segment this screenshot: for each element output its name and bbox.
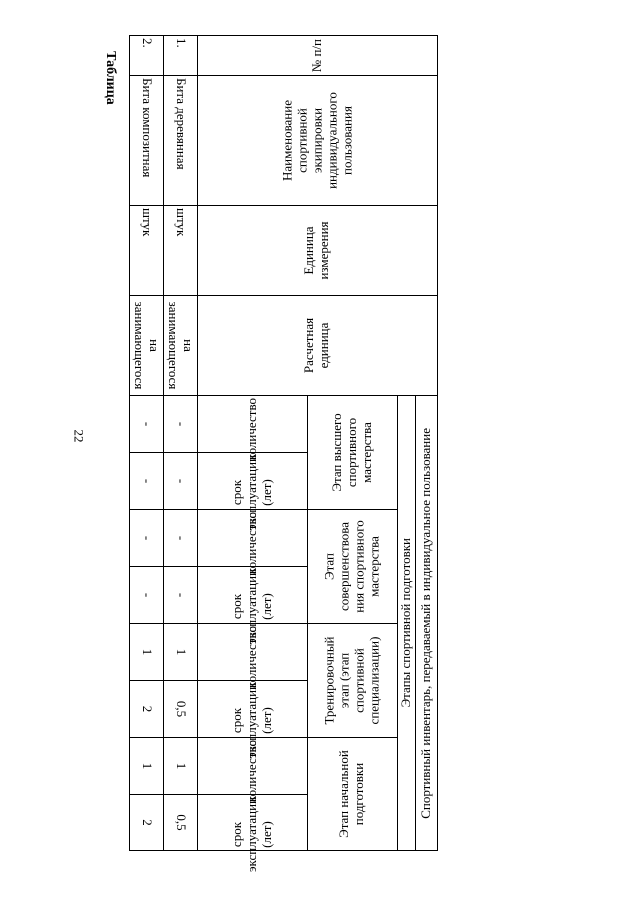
header-num: № п/п <box>198 36 438 76</box>
row-value: - <box>164 510 198 567</box>
equipment-table <box>129 35 438 873</box>
row-value: 1 <box>130 738 164 795</box>
header-unit: Единица измерения <box>198 206 438 296</box>
row-value: - <box>130 567 164 624</box>
row-value: 0,5 <box>164 681 198 738</box>
table-label: Таблица <box>103 51 118 105</box>
row-value: - <box>130 510 164 567</box>
row-num: 2. <box>130 36 164 76</box>
row-value: - <box>164 453 198 510</box>
row-value: 1 <box>164 738 198 795</box>
header-stage-3: Этап совершенствова ния спортивного мастерства <box>308 510 398 624</box>
row-name: Бита деревянная <box>164 76 198 206</box>
row-value: - <box>130 396 164 453</box>
header-stages-group: Этапы спортивной подготовки <box>398 396 416 851</box>
header-qty: количество <box>198 396 308 453</box>
row-calc: на занимающегося <box>130 296 164 396</box>
header-stage-4: Этап высшего спортивного мастерства <box>308 396 398 510</box>
row-unit: штук <box>130 206 164 296</box>
header-term: срок эксплуатации (лет) <box>198 453 308 510</box>
row-unit: штук <box>164 206 198 296</box>
page-number: 22 <box>71 429 87 443</box>
header-name: Наименование спортивной экипировки индивидуального пользования <box>198 76 438 206</box>
row-num: 1. <box>164 36 198 76</box>
row-value: 2 <box>130 681 164 738</box>
header-qty: количество <box>198 738 308 795</box>
header-calc: Расчетная единица <box>198 296 438 396</box>
header-qty: количество <box>198 624 308 681</box>
row-value: - <box>130 453 164 510</box>
rotated-table-frame <box>132 35 438 873</box>
header-qty: количество <box>198 510 308 567</box>
table-container <box>132 35 438 873</box>
row-value: 1 <box>130 624 164 681</box>
row-value: 1 <box>164 624 198 681</box>
header-stage-2: Тренировочный этап (этап спортивной специализации) <box>308 624 398 738</box>
row-name: Бита композитная <box>130 76 164 206</box>
row-value: - <box>164 567 198 624</box>
table-row <box>164 36 198 851</box>
row-value: 2 <box>130 795 164 851</box>
header-term: срок эксплуатации (лет) <box>198 567 308 624</box>
row-value: - <box>164 396 198 453</box>
header-term: срок эксплуатации (лет) <box>198 681 308 738</box>
row-calc: на занимающегося <box>164 296 198 396</box>
header-stage-1: Этап начальной подготовки <box>308 738 398 851</box>
table-row <box>130 36 164 851</box>
row-value: 0,5 <box>164 795 198 851</box>
header-term: срок эксплуатации (лет) <box>198 795 308 851</box>
header-group: Спортивный инвентарь, передаваемый в индивидуальное пользование <box>416 396 438 851</box>
